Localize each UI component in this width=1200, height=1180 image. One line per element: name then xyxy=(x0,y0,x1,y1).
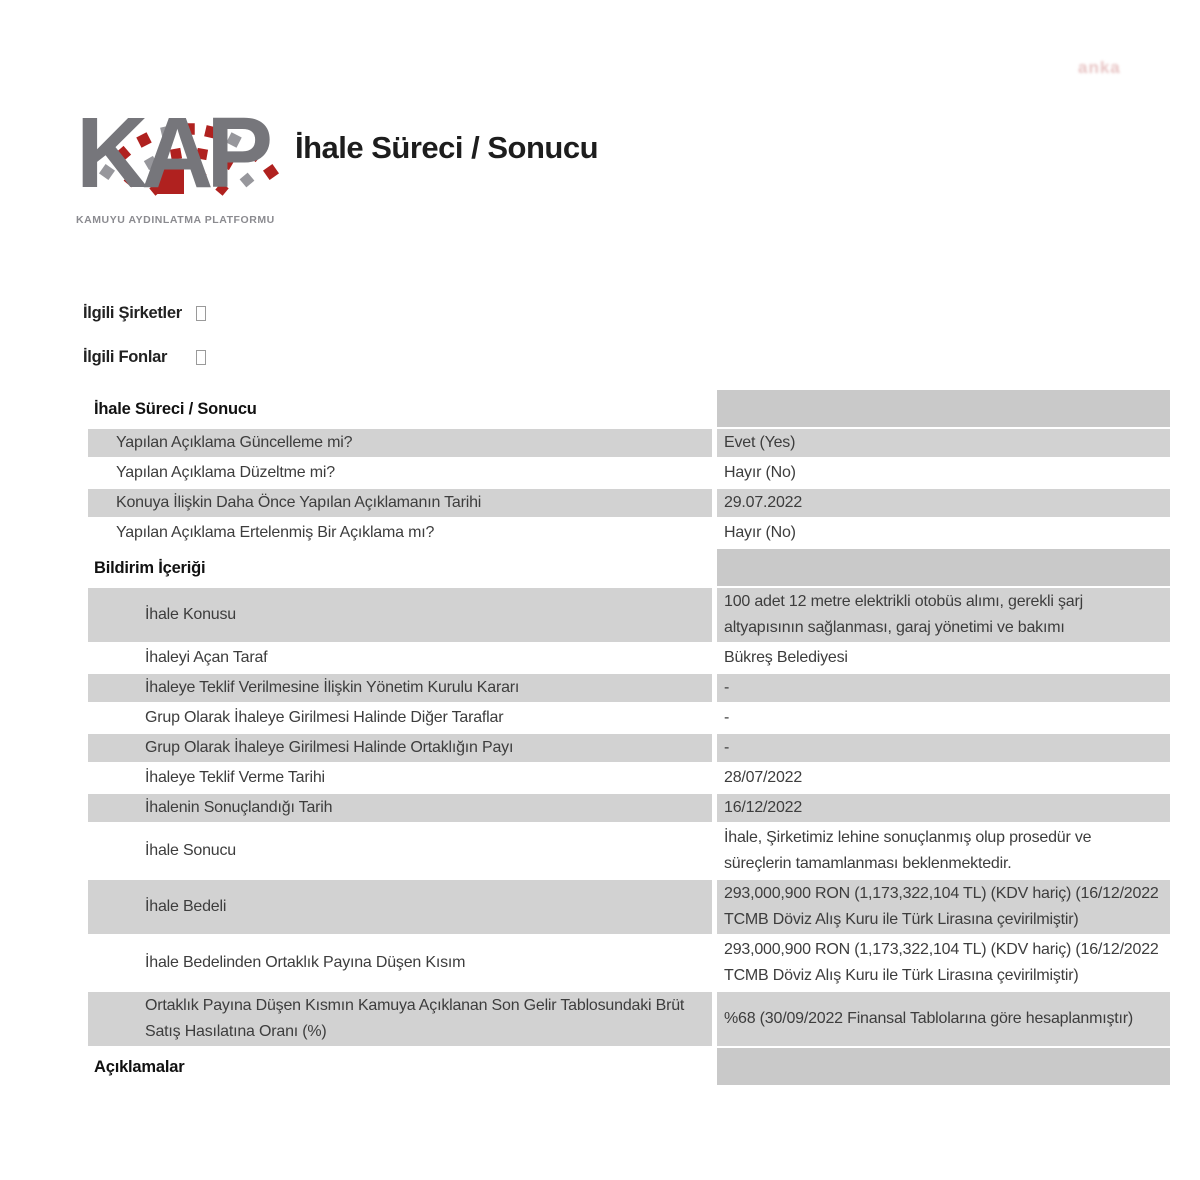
row-label: İhale Sonucu xyxy=(145,842,237,859)
table-row xyxy=(88,588,1170,642)
section-row xyxy=(88,390,1170,427)
row-value: 293,000,900 RON (1,173,322,104 TL) (KDV hariç) (16/12/2022 TCMB Döviz Alış Kuru ile Türk Lirasına çevirilmiştir) xyxy=(724,885,1159,928)
related-funds-empty-box xyxy=(196,350,206,365)
row-value: 100 adet 12 metre elektrikli otobüs alımı, gerekli şarj altyapısının sağlanması, garaj yönetimi ve bakımı xyxy=(724,593,1083,636)
table-row xyxy=(88,734,1170,762)
watermark: anka xyxy=(1078,58,1121,77)
row-label: İhale Bedeli xyxy=(145,898,227,915)
table-row xyxy=(88,936,1170,990)
row-value: %68 (30/09/2022 Finansal Tablolarına göre hesaplanmıştır) xyxy=(724,1010,1134,1027)
row-label: Yapılan Açıklama Ertelenmiş Bir Açıklama mı? xyxy=(116,524,435,541)
row-value: Evet (Yes) xyxy=(724,434,796,451)
table-row xyxy=(88,674,1170,702)
row-label: Bildirim İçeriği xyxy=(94,558,206,577)
table-row xyxy=(88,459,1170,487)
row-value: Hayır (No) xyxy=(724,524,796,541)
row-value: 16/12/2022 xyxy=(724,799,803,816)
row-label: Grup Olarak İhaleye Girilmesi Halinde Diğer Taraflar xyxy=(145,709,504,726)
table-row xyxy=(88,794,1170,822)
row-label: İhalenin Sonuçlandığı Tarih xyxy=(145,799,333,816)
table-row xyxy=(88,880,1170,934)
related-funds-row xyxy=(83,346,206,368)
page-title: İhale Süreci / Sonucu xyxy=(295,130,599,165)
table-row xyxy=(88,429,1170,457)
row-value: İhale, Şirketimiz lehine sonuçlanmış olup prosedür ve süreçlerin tamamlanması beklenmektedir. xyxy=(724,829,1092,872)
disclosure-table xyxy=(88,390,1170,1087)
related-funds-label: İlgili Fonlar xyxy=(83,347,168,366)
table-row xyxy=(88,824,1170,878)
row-label: İhale Bedelinden Ortaklık Payına Düşen Kısım xyxy=(145,954,466,971)
table-row xyxy=(88,489,1170,517)
row-value: - xyxy=(724,709,730,726)
row-label: Açıklamalar xyxy=(94,1057,185,1076)
row-value: Bükreş Belediyesi xyxy=(724,649,848,666)
row-value: 29.07.2022 xyxy=(724,494,803,511)
row-label: İhaleye Teklif Verme Tarihi xyxy=(145,769,325,786)
row-label: Ortaklık Payına Düşen Kısmın Kamuya Açıklanan Son Gelir Tablosundaki Brüt Satış Hasılatına Oranı (%) xyxy=(145,997,685,1040)
row-value: Hayır (No) xyxy=(724,464,796,481)
row-label: İhaleye Teklif Verilmesine İlişkin Yönetim Kurulu Kararı xyxy=(145,679,520,696)
row-label: Grup Olarak İhaleye Girilmesi Halinde Ortaklığın Payı xyxy=(145,739,514,756)
table-row xyxy=(88,764,1170,792)
table-row xyxy=(88,519,1170,547)
table-row xyxy=(88,704,1170,732)
row-label: Yapılan Açıklama Düzeltme mi? xyxy=(116,464,335,481)
section-row xyxy=(88,1048,1170,1085)
row-label: İhale Konusu xyxy=(145,606,237,623)
logo-text: KAP xyxy=(76,97,267,209)
table-row xyxy=(88,644,1170,672)
row-value: - xyxy=(724,679,730,696)
row-value: 28/07/2022 xyxy=(724,769,803,786)
related-companies-label: İlgili Şirketler xyxy=(83,303,182,322)
table-row xyxy=(88,992,1170,1046)
row-value: 293,000,900 RON (1,173,322,104 TL) (KDV hariç) (16/12/2022 TCMB Döviz Alış Kuru ile Türk Lirasına çevirilmiştir) xyxy=(724,941,1159,984)
row-label: Konuya İlişkin Daha Önce Yapılan Açıklamanın Tarihi xyxy=(116,494,482,511)
row-label: Yapılan Açıklama Güncelleme mi? xyxy=(116,434,353,451)
related-companies-row xyxy=(83,302,206,324)
row-label: İhaleyi Açan Taraf xyxy=(145,649,268,666)
kap-logo xyxy=(76,64,286,229)
row-label: İhale Süreci / Sonucu xyxy=(94,399,257,418)
row-value: - xyxy=(724,739,730,756)
related-companies-empty-box xyxy=(196,306,206,321)
section-row xyxy=(88,549,1170,586)
logo-caption: KAMUYU AYDINLATMA PLATFORMU xyxy=(76,214,275,226)
